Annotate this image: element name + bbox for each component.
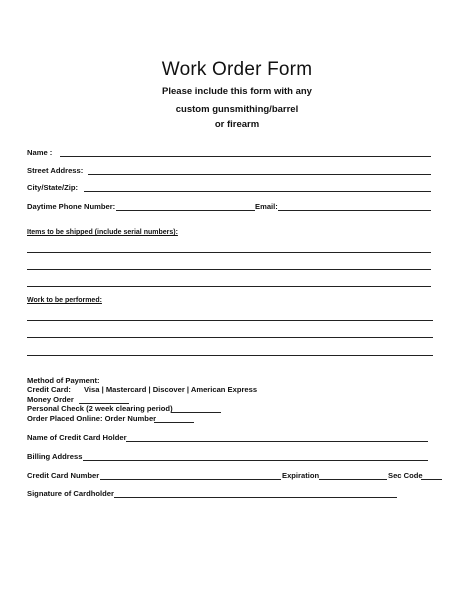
money-order-label: Money Order	[27, 395, 74, 404]
form-subtitle-line-2: custom gunsmithing/barrel	[175, 104, 299, 115]
billing-address-label: Billing Address	[27, 452, 83, 461]
order-online-label: Order Placed Online: Order Number	[27, 414, 157, 423]
work-line-3[interactable]	[27, 355, 433, 356]
work-line-1[interactable]	[27, 320, 433, 321]
billing-address-field[interactable]	[83, 460, 428, 461]
street-address-field[interactable]	[88, 174, 431, 175]
email-label: Email:	[255, 202, 278, 211]
expiration-label: Expiration	[282, 471, 320, 480]
items-line-3[interactable]	[27, 286, 431, 287]
form-subtitle-line-1: Please include this form with any	[162, 86, 312, 97]
street-address-label: Street Address:	[27, 166, 84, 175]
order-number-field[interactable]	[154, 422, 194, 423]
form-title: Work Order Form	[161, 59, 313, 80]
daytime-phone-label: Daytime Phone Number:	[27, 202, 116, 211]
work-heading: Work to be performed:	[27, 297, 102, 304]
form-subtitle-line-3: or firearm	[214, 119, 260, 130]
payment-heading: Method of Payment:	[27, 376, 100, 385]
city-state-zip-field[interactable]	[84, 191, 431, 192]
personal-check-label: Personal Check (2 week clearing period)	[27, 404, 173, 413]
card-number-field[interactable]	[100, 479, 281, 480]
email-field[interactable]	[278, 210, 431, 211]
name-field[interactable]	[60, 156, 431, 157]
personal-check-field[interactable]	[171, 412, 221, 413]
sec-code-label: Sec Code	[388, 471, 423, 480]
expiration-field[interactable]	[319, 479, 387, 480]
name-label: Name :	[27, 148, 53, 157]
items-line-1[interactable]	[27, 252, 431, 253]
card-holder-field[interactable]	[126, 441, 428, 442]
work-line-2[interactable]	[27, 337, 433, 338]
daytime-phone-field[interactable]	[116, 210, 255, 211]
card-holder-label: Name of Credit Card Holder	[27, 433, 127, 442]
signature-field[interactable]	[114, 497, 397, 498]
card-number-label: Credit Card Number	[27, 471, 100, 480]
credit-card-label: Credit Card:	[27, 385, 71, 394]
sec-code-field[interactable]	[421, 479, 442, 480]
signature-label: Signature of Cardholder	[27, 489, 114, 498]
items-heading: Items to be shipped (include serial numbers):	[27, 229, 178, 236]
items-line-2[interactable]	[27, 269, 431, 270]
credit-card-options[interactable]: Visa | Mastercard | Discover | American Express	[84, 385, 258, 394]
city-state-zip-label: City/State/Zip:	[27, 183, 79, 192]
